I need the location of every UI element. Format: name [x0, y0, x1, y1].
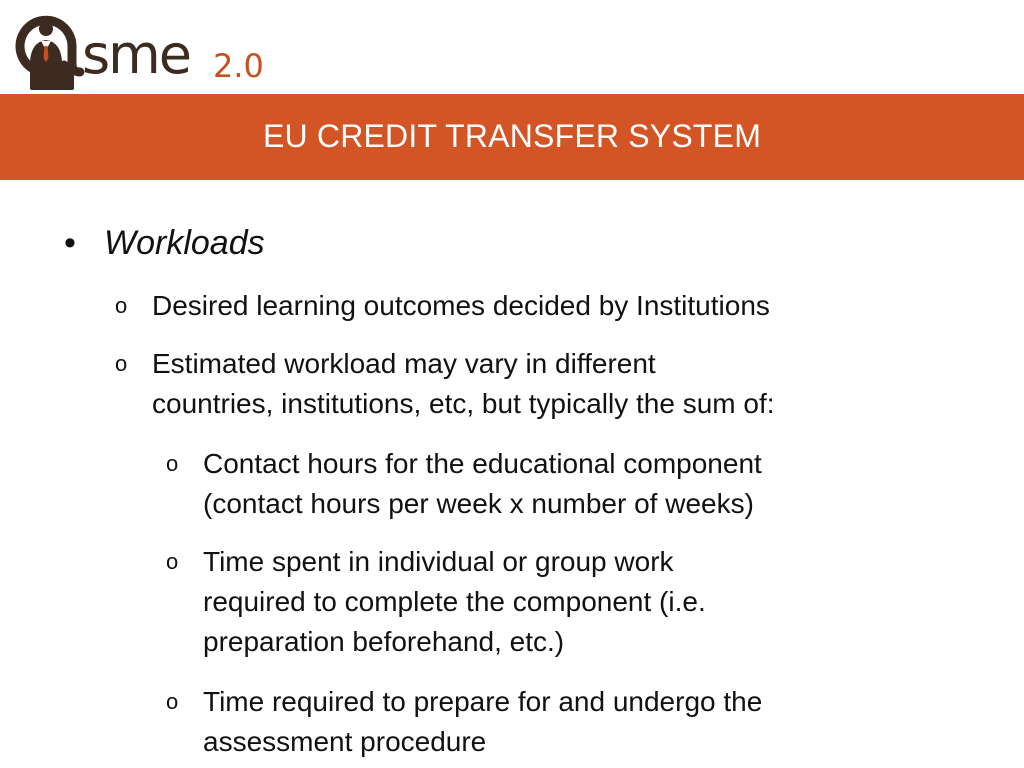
title-band [0, 94, 1024, 180]
sub-sub-bullet-line: (contact hours per week x number of weeks) [203, 488, 754, 519]
sub-sub-bullet-line: Time spent in individual or group work [203, 546, 674, 577]
sub-bullet-marker: o [115, 351, 128, 376]
slide-title: EU CREDIT TRANSFER SYSTEM [262, 117, 762, 154]
sub-bullet-marker: o [115, 293, 128, 318]
sub-sub-bullet-line: Contact hours for the educational component [203, 448, 762, 479]
sub-sub-bullet-marker: o [166, 451, 179, 476]
sub-sub-bullet-marker: o [166, 549, 179, 574]
sub-sub-bullet-line: required to complete the component (i.e. [203, 586, 706, 617]
logo-brand: sme [82, 23, 190, 86]
sub-bullet-line: Desired learning outcomes decided by Institutions [152, 290, 770, 321]
logo-version: 2.0 [213, 47, 264, 85]
logo [12, 2, 272, 94]
bullet-text: Workloads [104, 224, 265, 262]
sub-sub-bullet-line: assessment procedure [203, 726, 487, 757]
sub-bullet-line: Estimated workload may vary in different [152, 348, 656, 379]
sub-sub-bullet-line: preparation beforehand, etc.) [203, 626, 565, 657]
sub-bullet-line: countries, institutions, etc, but typically the sum of: [152, 388, 775, 419]
sub-sub-bullet-line: Time required to prepare for and undergo the [203, 686, 763, 717]
sub-sub-bullet-marker: o [166, 689, 179, 714]
bullet-marker: • [64, 224, 76, 262]
